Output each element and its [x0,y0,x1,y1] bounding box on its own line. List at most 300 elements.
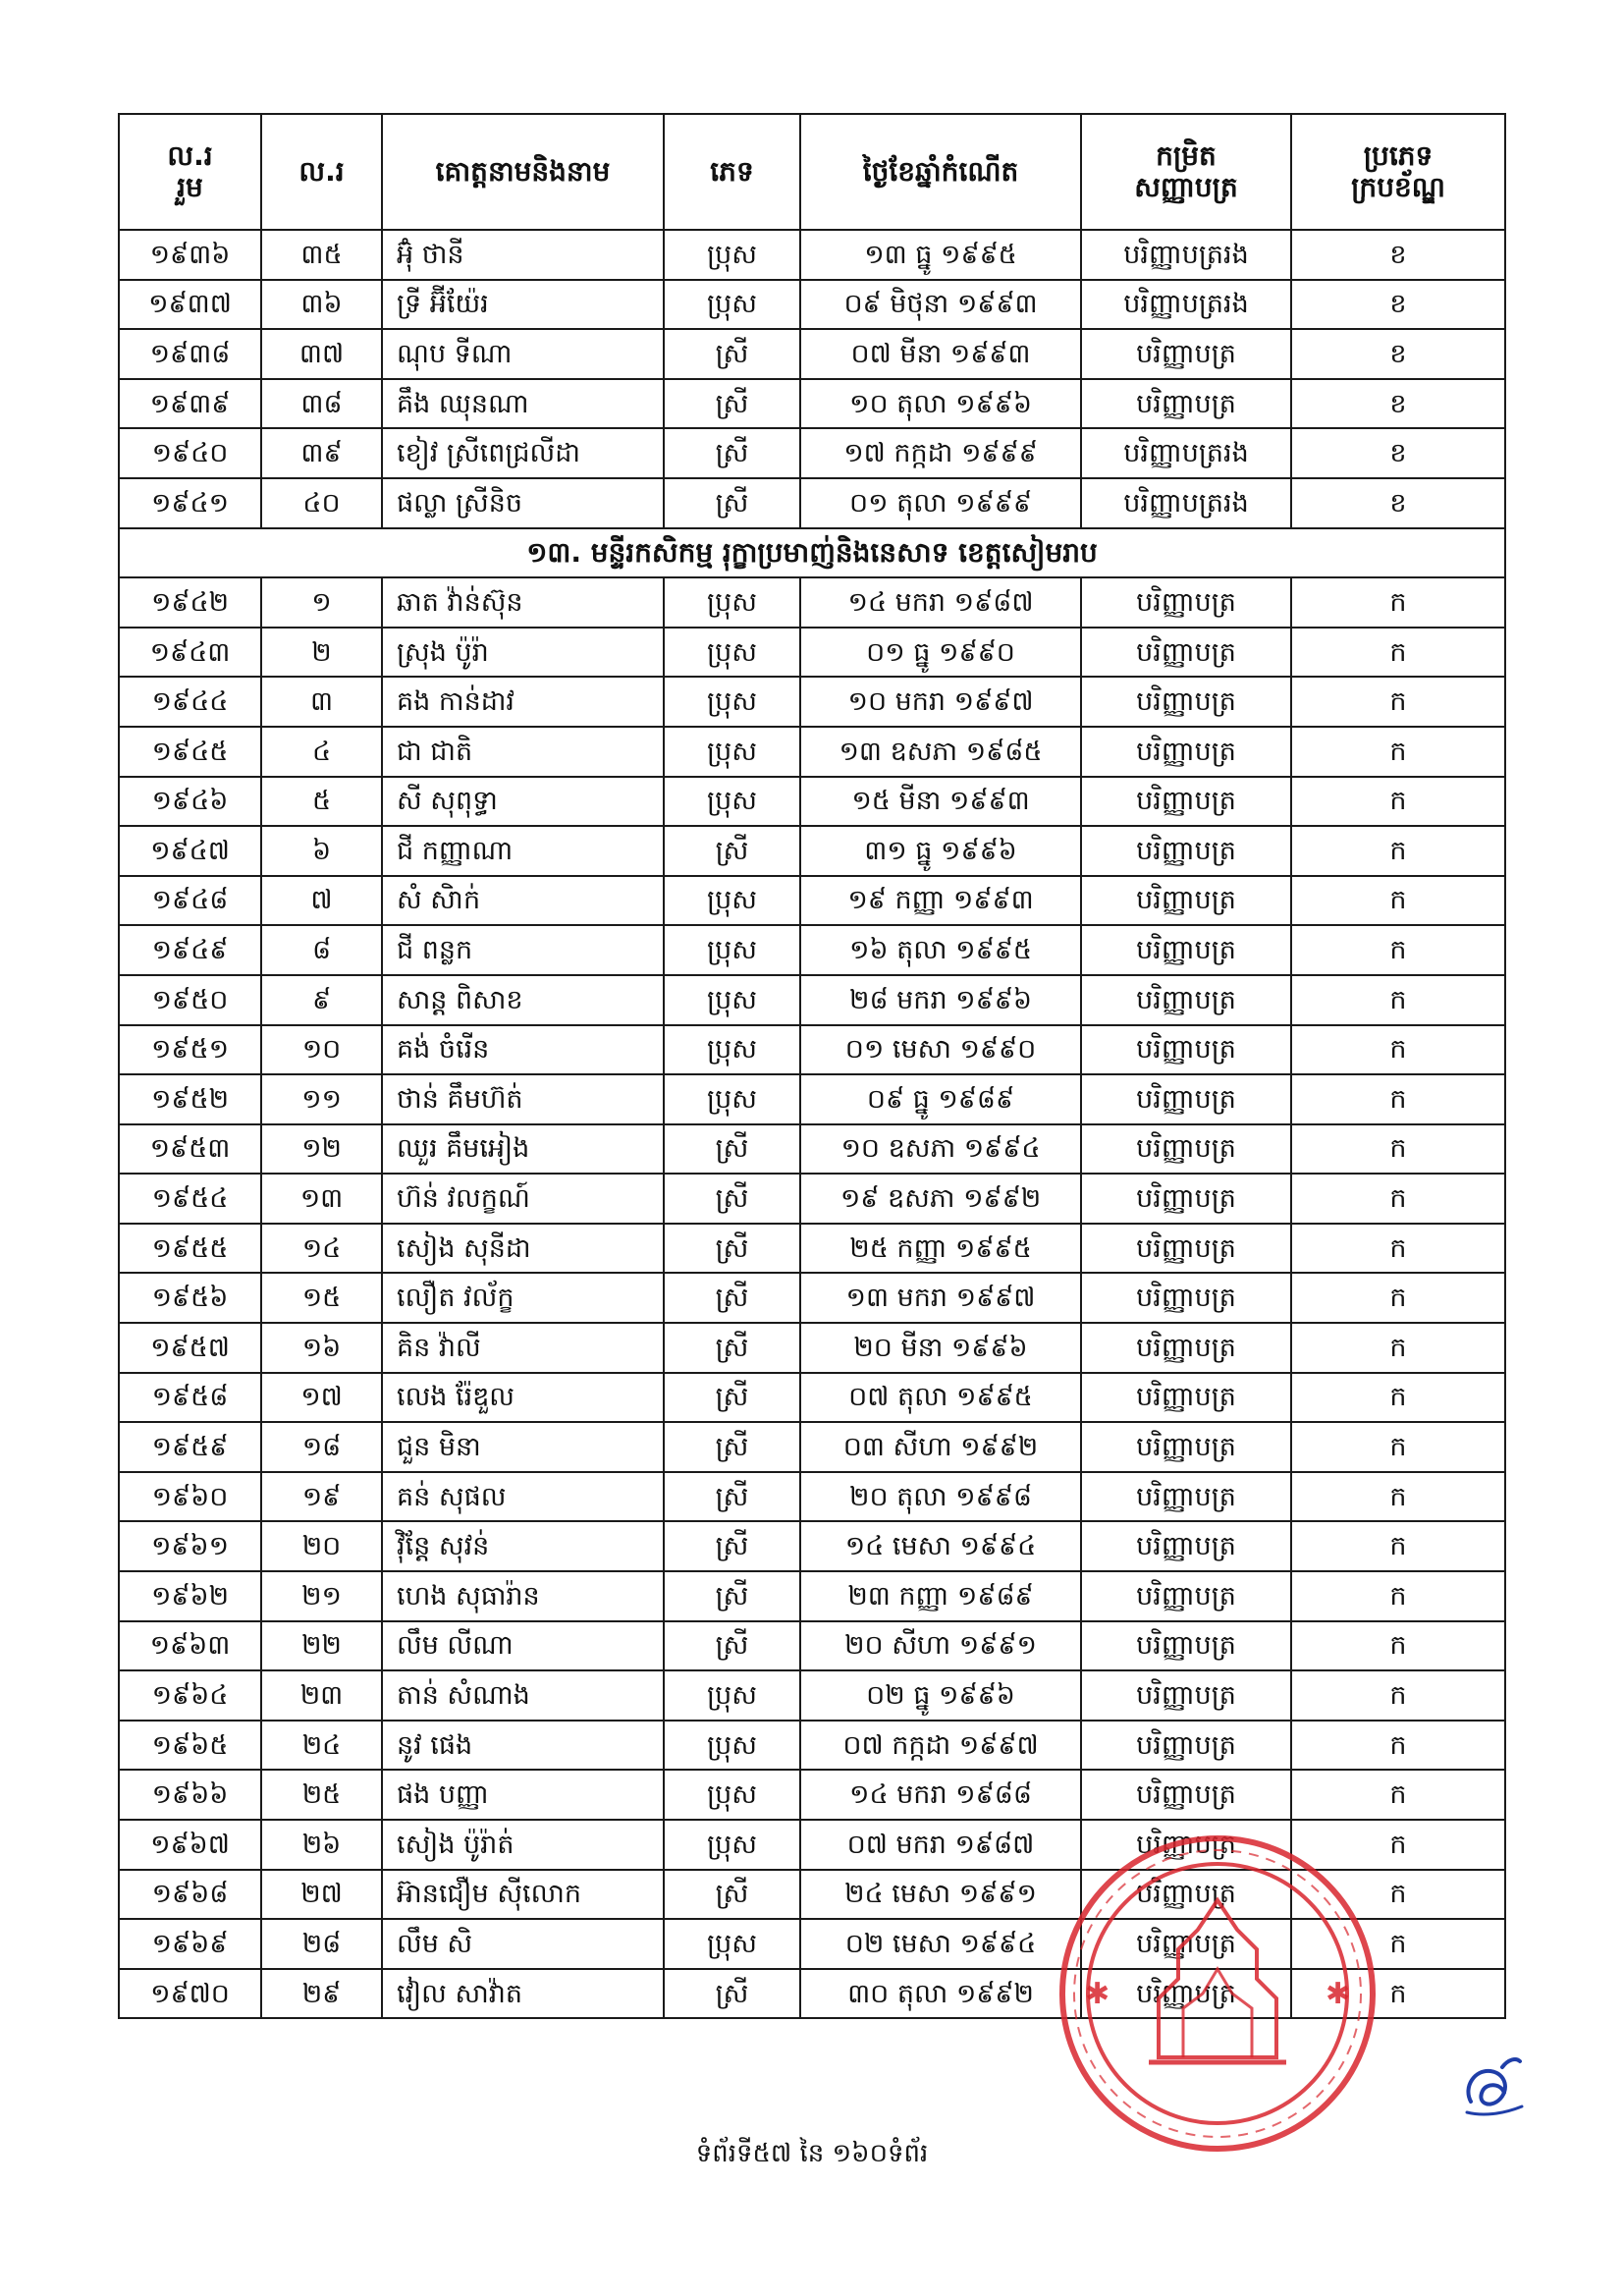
total-no-cell: ១៩៦៩ [119,1919,261,1969]
no-cell: ២១ [261,1571,382,1621]
header-full-name [382,114,664,230]
table-row [119,1124,1505,1175]
no-cell: ១១ [261,1074,382,1124]
total-no-cell: ១៩៤៩ [119,925,261,975]
table-row [119,975,1505,1025]
name-cell: សំ សិាក់ [382,876,664,926]
svg-text:✱: ✱ [1085,1977,1110,2011]
name-cell: គឹង ឈុនណា [382,379,664,429]
framework-cell: ក [1291,876,1505,926]
degree-cell: បរិញ្ញាបត្រ [1081,1770,1291,1820]
name-cell: គង កាន់ដាវ [382,677,664,727]
framework-cell: ក [1291,727,1505,777]
header-text: ល.រ [167,138,213,172]
header-text: គោត្តនាមនិងនាម [435,154,611,188]
birth-date-cell: ១៥ មីនា ១៩៩៣ [800,777,1081,827]
birth-date-cell: ០៧ មករា ១៩៨៧ [800,1820,1081,1870]
table-row [119,1174,1505,1224]
sex-cell: ស្រី [664,1373,800,1423]
name-cell: ថាន់ គឹមហ៊ត់ [382,1074,664,1124]
degree-cell: បរិញ្ញាបត្រ [1081,1621,1291,1671]
sex-cell: ប្រុស [664,1820,800,1870]
no-cell: ២០ [261,1521,382,1571]
no-cell: ១៩ [261,1472,382,1522]
no-cell: ២៥ [261,1770,382,1820]
framework-cell: ក [1291,1472,1505,1522]
framework-cell: ខ [1291,428,1505,478]
name-cell: លឿត វល័ក្ខ [382,1273,664,1323]
framework-cell: ក [1291,1074,1505,1124]
header-text: ល.រ [298,154,345,188]
degree-cell: បរិញ្ញាបត្រ [1081,1273,1291,1323]
table-row [119,280,1505,330]
name-cell: គន់ សុផល [382,1472,664,1522]
framework-cell: ក [1291,1670,1505,1721]
total-no-cell: ១៩៦២ [119,1571,261,1621]
table-row [119,777,1505,827]
sex-cell: ស្រី [664,1472,800,1522]
table-row [119,329,1505,379]
framework-cell: ក [1291,1273,1505,1323]
framework-cell: ខ [1291,379,1505,429]
total-no-cell: ១៩៥២ [119,1074,261,1124]
total-no-cell: ១៩៦៦ [119,1770,261,1820]
sex-cell: ស្រី [664,1224,800,1274]
sex-cell: ស្រី [664,1422,800,1472]
table-row [119,1323,1505,1373]
table-row [119,379,1505,429]
document-sheet [118,113,1504,2019]
framework-cell: ក [1291,1870,1505,1920]
birth-date-cell: ២០ តុលា ១៩៩៨ [800,1472,1081,1522]
birth-date-cell: ០៧ កក្កដា ១៩៩៧ [800,1721,1081,1771]
framework-cell: ក [1291,1124,1505,1175]
name-cell: គិន វ៉ាលី [382,1323,664,1373]
degree-cell: បរិញ្ញាបត្រ [1081,677,1291,727]
birth-date-cell: ១៤ មករា ១៩៨៧ [800,577,1081,628]
no-cell: ៣៧ [261,329,382,379]
degree-cell: បរិញ្ញាបត្រ [1081,777,1291,827]
framework-cell: ក [1291,777,1505,827]
name-cell: អ៊ុំ ថានី [382,230,664,280]
birth-date-cell: ០៧ មីនា ១៩៩៣ [800,329,1081,379]
birth-date-cell: ០១ តុលា ១៩៩៩ [800,478,1081,528]
sex-cell: ប្រុស [664,1670,800,1721]
framework-cell: ក [1291,975,1505,1025]
framework-cell: ក [1291,1521,1505,1571]
header-text: ក្របខ័ណ្ឌ [1351,171,1445,203]
birth-date-cell: ១០ មករា ១៩៩៧ [800,677,1081,727]
svg-text:✱: ✱ [1326,1977,1351,2011]
total-no-cell: ១៩៦៤ [119,1670,261,1721]
name-cell: ជី កញ្ញាណា [382,826,664,876]
framework-cell: ក [1291,1323,1505,1373]
degree-cell: បរិញ្ញាបត្រ [1081,1074,1291,1124]
header-text: ប្រភេទ [1363,138,1434,172]
name-cell: សៀង សុនីដា [382,1224,664,1274]
table-row [119,628,1505,678]
degree-cell: បរិញ្ញាបត្រ [1081,1174,1291,1224]
name-cell: អ៊ានជឿម ស៊ីលោក [382,1870,664,1920]
table-row [119,1621,1505,1671]
total-no-cell: ១៩៦៣ [119,1621,261,1671]
no-cell: ១២ [261,1124,382,1175]
name-cell: សី សុពុទ្ធា [382,777,664,827]
total-no-cell: ១៩៥៧ [119,1323,261,1373]
table-row [119,1870,1505,1920]
total-no-cell: ១៩៤២ [119,577,261,628]
no-cell: ៣៩ [261,428,382,478]
birth-date-cell: ១៣ ឧសភា ១៩៨៥ [800,727,1081,777]
no-cell: ១៦ [261,1323,382,1373]
birth-date-cell: ០៩ ធ្នូ ១៩៨៩ [800,1074,1081,1124]
signature-icon [1453,2048,1532,2126]
table-row [119,1571,1505,1621]
birth-date-cell: ១៧ កក្កដា ១៩៩៩ [800,428,1081,478]
table-row [119,876,1505,926]
degree-cell: បរិញ្ញាបត្រ [1081,727,1291,777]
degree-cell: បរិញ្ញាបត្រ [1081,1969,1291,2019]
total-no-cell: ១៩៥៦ [119,1273,261,1323]
header-framework-type [1291,114,1505,230]
birth-date-cell: ២៥ កញ្ញា ១៩៩៥ [800,1224,1081,1274]
table-row [119,1025,1505,1075]
table-row [119,1224,1505,1274]
degree-cell: បរិញ្ញាបត្រ [1081,1571,1291,1621]
degree-cell: បរិញ្ញាបត្ររង [1081,478,1291,528]
name-cell: លឹម លីណា [382,1621,664,1671]
framework-cell: ក [1291,1919,1505,1969]
no-cell: ២៨ [261,1919,382,1969]
sex-cell: ប្រុស [664,577,800,628]
no-cell: ៣ [261,677,382,727]
degree-cell: បរិញ្ញាបត្រ [1081,628,1291,678]
name-cell: ទ្រី អ៊ីយ៉ែរ [382,280,664,330]
framework-cell: ខ [1291,280,1505,330]
name-cell: ជី ពន្លក [382,925,664,975]
framework-cell: ក [1291,577,1505,628]
table-row [119,1820,1505,1870]
table-row [119,478,1505,528]
birth-date-cell: ០២ មេសា ១៩៩៤ [800,1919,1081,1969]
total-no-cell: ១៩៥៤ [119,1174,261,1224]
birth-date-cell: ០៣ សីហា ១៩៩២ [800,1422,1081,1472]
name-cell: វៀល សាវ៉ាត [382,1969,664,2019]
sex-cell: ប្រុស [664,975,800,1025]
framework-cell: ខ [1291,478,1505,528]
table-row [119,1422,1505,1472]
no-cell: ៣៨ [261,379,382,429]
framework-cell: ក [1291,925,1505,975]
table-row [119,428,1505,478]
table-row [119,1721,1505,1771]
header-birth-date [800,114,1081,230]
birth-date-cell: ១៩ កញ្ញា ១៩៩៣ [800,876,1081,926]
total-no-cell: ១៩៥១ [119,1025,261,1075]
birth-date-cell: ០១ ធ្នូ ១៩៩០ [800,628,1081,678]
section-title: ១៣. មន្ទីរកសិកម្ម រុក្ខាប្រមាញ់និងនេសាទ ខេត្តសៀមរាប [119,528,1505,578]
table-row [119,826,1505,876]
table-row [119,1670,1505,1721]
total-no-cell: ១៩៣៧ [119,280,261,330]
name-cell: នូវ ផេង [382,1721,664,1771]
no-cell: ១៤ [261,1224,382,1274]
framework-cell: ក [1291,1224,1505,1274]
table-row [119,925,1505,975]
sex-cell: ប្រុស [664,727,800,777]
total-no-cell: ១៩៤៦ [119,777,261,827]
birth-date-cell: ១៣ មករា ១៩៩៧ [800,1273,1081,1323]
degree-cell: បរិញ្ញាបត្រ [1081,1124,1291,1175]
framework-cell: ក [1291,1571,1505,1621]
total-no-cell: ១៩៧០ [119,1969,261,2019]
framework-cell: ក [1291,1820,1505,1870]
header-degree-level [1081,114,1291,230]
name-cell: ឆាត វ៉ាន់ស៊ុន [382,577,664,628]
header-sex [664,114,800,230]
total-no-cell: ១៩៦១ [119,1521,261,1571]
sex-cell: ស្រី [664,1174,800,1224]
name-cell: ណុប ទីណា [382,329,664,379]
framework-cell: ខ [1291,230,1505,280]
table-row [119,727,1505,777]
table-header-row [119,114,1505,230]
table-row [119,1472,1505,1522]
birth-date-cell: ១០ ឧសភា ១៩៩៤ [800,1124,1081,1175]
sex-cell: ប្រុស [664,628,800,678]
table-row [119,1074,1505,1124]
no-cell: ១០ [261,1025,382,1075]
framework-cell: ក [1291,628,1505,678]
table-body [119,230,1505,2018]
no-cell: ១៣ [261,1174,382,1224]
header-text: សញ្ញាបត្រ [1134,171,1238,203]
sex-cell: ប្រុស [664,230,800,280]
degree-cell: បរិញ្ញាបត្រ [1081,329,1291,379]
sex-cell: ស្រី [664,428,800,478]
framework-cell: ក [1291,1770,1505,1820]
sex-cell: ស្រី [664,1521,800,1571]
no-cell: ៣៦ [261,280,382,330]
name-cell: ខៀវ ស្រីពេជ្រលីដា [382,428,664,478]
table-row [119,1919,1505,1969]
framework-cell: ក [1291,1025,1505,1075]
degree-cell: បរិញ្ញាបត្រ [1081,1472,1291,1522]
sex-cell: ប្រុស [664,1770,800,1820]
name-cell: ជួន មិនា [382,1422,664,1472]
sex-cell: ប្រុស [664,1919,800,1969]
name-cell: គង់ ចំរើន [382,1025,664,1075]
no-cell: ១៥ [261,1273,382,1323]
sex-cell: ស្រី [664,1969,800,2019]
degree-cell: បរិញ្ញាបត្រ [1081,1373,1291,1423]
birth-date-cell: ១៦ តុលា ១៩៩៥ [800,925,1081,975]
no-cell: ១៨ [261,1422,382,1472]
table-row [119,677,1505,727]
sex-cell: ស្រី [664,1621,800,1671]
sex-cell: ប្រុស [664,777,800,827]
degree-cell: បរិញ្ញាបត្រ [1081,1521,1291,1571]
framework-cell: ខ [1291,329,1505,379]
no-cell: ២៤ [261,1721,382,1771]
degree-cell: បរិញ្ញាបត្រ [1081,577,1291,628]
degree-cell: បរិញ្ញាបត្ររង [1081,280,1291,330]
no-cell: ៥ [261,777,382,827]
sex-cell: ប្រុស [664,280,800,330]
framework-cell: ក [1291,1969,1505,2019]
name-cell: សាន្ត ពិសាខ [382,975,664,1025]
total-no-cell: ១៩៦៧ [119,1820,261,1870]
degree-cell: បរិញ្ញាបត្រ [1081,1422,1291,1472]
total-no-cell: ១៩៤៨ [119,876,261,926]
staff-roster-table [118,113,1506,2019]
header-text: រួម [177,171,203,203]
no-cell: ៦ [261,826,382,876]
degree-cell: បរិញ្ញាបត្រ [1081,1025,1291,1075]
no-cell: ២៣ [261,1670,382,1721]
sex-cell: ប្រុស [664,1721,800,1771]
name-cell: លឹម សិ [382,1919,664,1969]
birth-date-cell: ១៤ មេសា ១៩៩៤ [800,1521,1081,1571]
no-cell: ៤០ [261,478,382,528]
sex-cell: ស្រី [664,478,800,528]
total-no-cell: ១៩៤៧ [119,826,261,876]
degree-cell: បរិញ្ញាបត្រ [1081,925,1291,975]
header-text: កម្រិត [1156,138,1217,172]
degree-cell: បរិញ្ញាបត្រ [1081,1721,1291,1771]
degree-cell: បរិញ្ញាបត្ររង [1081,428,1291,478]
name-cell: សៀង ប៉ូរ៉ាត់ [382,1820,664,1870]
name-cell: ជា ជាតិ [382,727,664,777]
total-no-cell: ១៩៤០ [119,428,261,478]
no-cell: ៣៥ [261,230,382,280]
sex-cell: ស្រី [664,1273,800,1323]
name-cell: លេង រ៉ែឌួល [382,1373,664,1423]
birth-date-cell: ០៧ តុលា ១៩៩៥ [800,1373,1081,1423]
sex-cell: ប្រុស [664,677,800,727]
table-row [119,230,1505,280]
birth-date-cell: ១០ តុលា ១៩៩៦ [800,379,1081,429]
name-cell: ផល្លា ស្រីនិច [382,478,664,528]
total-no-cell: ១៩៥៨ [119,1373,261,1423]
framework-cell: ក [1291,677,1505,727]
sex-cell: ប្រុស [664,1074,800,1124]
birth-date-cell: ២៤ មេសា ១៩៩១ [800,1870,1081,1920]
total-no-cell: ១៩៤៥ [119,727,261,777]
total-no-cell: ១៩៥០ [119,975,261,1025]
no-cell: ២២ [261,1621,382,1671]
no-cell: ២៦ [261,1820,382,1870]
total-no-cell: ១៩៦៥ [119,1721,261,1771]
sex-cell: ស្រី [664,1571,800,1621]
birth-date-cell: ៣១ ធ្នូ ១៩៩៦ [800,826,1081,876]
name-cell: ហេង សុធារ៉ាន [382,1571,664,1621]
no-cell: ១ [261,577,382,628]
birth-date-cell: ១៤ មករា ១៩៨៨ [800,1770,1081,1820]
header-text: ថ្ងៃខែឆ្នាំកំណើត [862,154,1019,188]
no-cell: ៤ [261,727,382,777]
page-number-footer: ទំព័រទី៥៧ នៃ ១៦០ទំព័រ [695,2139,929,2168]
sex-cell: ស្រី [664,1323,800,1373]
birth-date-cell: ០១ មេសា ១៩៩០ [800,1025,1081,1075]
table-row [119,1273,1505,1323]
total-no-cell: ១៩៤៣ [119,628,261,678]
framework-cell: ក [1291,1174,1505,1224]
birth-date-cell: ២០ មីនា ១៩៩៦ [800,1323,1081,1373]
no-cell: ៧ [261,876,382,926]
birth-date-cell: ៣០ តុលា ១៩៩២ [800,1969,1081,2019]
table-row [119,1521,1505,1571]
total-no-cell: ១៩៥៩ [119,1422,261,1472]
degree-cell: បរិញ្ញាបត្រ [1081,826,1291,876]
name-cell: ឈួរ គឹមអៀង [382,1124,664,1175]
total-no-cell: ១៩៣៦ [119,230,261,280]
name-cell: ស្រុង ប៉ូរ៉ា [382,628,664,678]
degree-cell: បរិញ្ញាបត្រ [1081,1323,1291,1373]
no-cell: ២៩ [261,1969,382,2019]
birth-date-cell: ២៨ មករា ១៩៩៦ [800,975,1081,1025]
degree-cell: បរិញ្ញាបត្រ [1081,876,1291,926]
name-cell: វ៉ិន្តែ សុវន់ [382,1521,664,1571]
table-row [119,577,1505,628]
sex-cell: ប្រុស [664,925,800,975]
no-cell: ១៧ [261,1373,382,1423]
name-cell: តាន់ សំណាង [382,1670,664,1721]
sex-cell: ស្រី [664,1124,800,1175]
total-no-cell: ១៩៤៤ [119,677,261,727]
sex-cell: ស្រី [664,1870,800,1920]
birth-date-cell: ០៩ មិថុនា ១៩៩៣ [800,280,1081,330]
total-no-cell: ១៩៥៥ [119,1224,261,1274]
degree-cell: បរិញ្ញាបត្រ [1081,975,1291,1025]
birth-date-cell: ២៣ កញ្ញា ១៩៨៩ [800,1571,1081,1621]
framework-cell: ក [1291,1422,1505,1472]
total-no-cell: ១៩៣៨ [119,329,261,379]
sex-cell: ប្រុស [664,876,800,926]
name-cell: ហ៊ន់ វលក្ខណ៍ [382,1174,664,1224]
birth-date-cell: ១៩ ឧសភា ១៩៩២ [800,1174,1081,1224]
birth-date-cell: ១៣ ធ្នូ ១៩៩៥ [800,230,1081,280]
framework-cell: ក [1291,1373,1505,1423]
header-no [261,114,382,230]
degree-cell: បរិញ្ញាបត្រ [1081,1919,1291,1969]
table-row [119,1969,1505,2019]
framework-cell: ក [1291,826,1505,876]
degree-cell: បរិញ្ញាបត្រ [1081,1820,1291,1870]
name-cell: ផង បញ្ញា [382,1770,664,1820]
degree-cell: បរិញ្ញាបត្រ [1081,1670,1291,1721]
degree-cell: បរិញ្ញាបត្ររង [1081,230,1291,280]
framework-cell: ក [1291,1621,1505,1671]
sex-cell: ប្រុស [664,1025,800,1075]
table-row [119,1373,1505,1423]
table-row [119,1770,1505,1820]
total-no-cell: ១៩៣៩ [119,379,261,429]
total-no-cell: ១៩៦៨ [119,1870,261,1920]
birth-date-cell: ០២ ធ្នូ ១៩៩៦ [800,1670,1081,1721]
sex-cell: ស្រី [664,826,800,876]
degree-cell: បរិញ្ញាបត្រ [1081,1870,1291,1920]
no-cell: ២ [261,628,382,678]
no-cell: ៨ [261,925,382,975]
sex-cell: ស្រី [664,379,800,429]
total-no-cell: ១៩៥៣ [119,1124,261,1175]
total-no-cell: ១៩៤១ [119,478,261,528]
no-cell: ៩ [261,975,382,1025]
header-total-no [119,114,261,230]
section-heading-row [119,528,1505,578]
framework-cell: ក [1291,1721,1505,1771]
